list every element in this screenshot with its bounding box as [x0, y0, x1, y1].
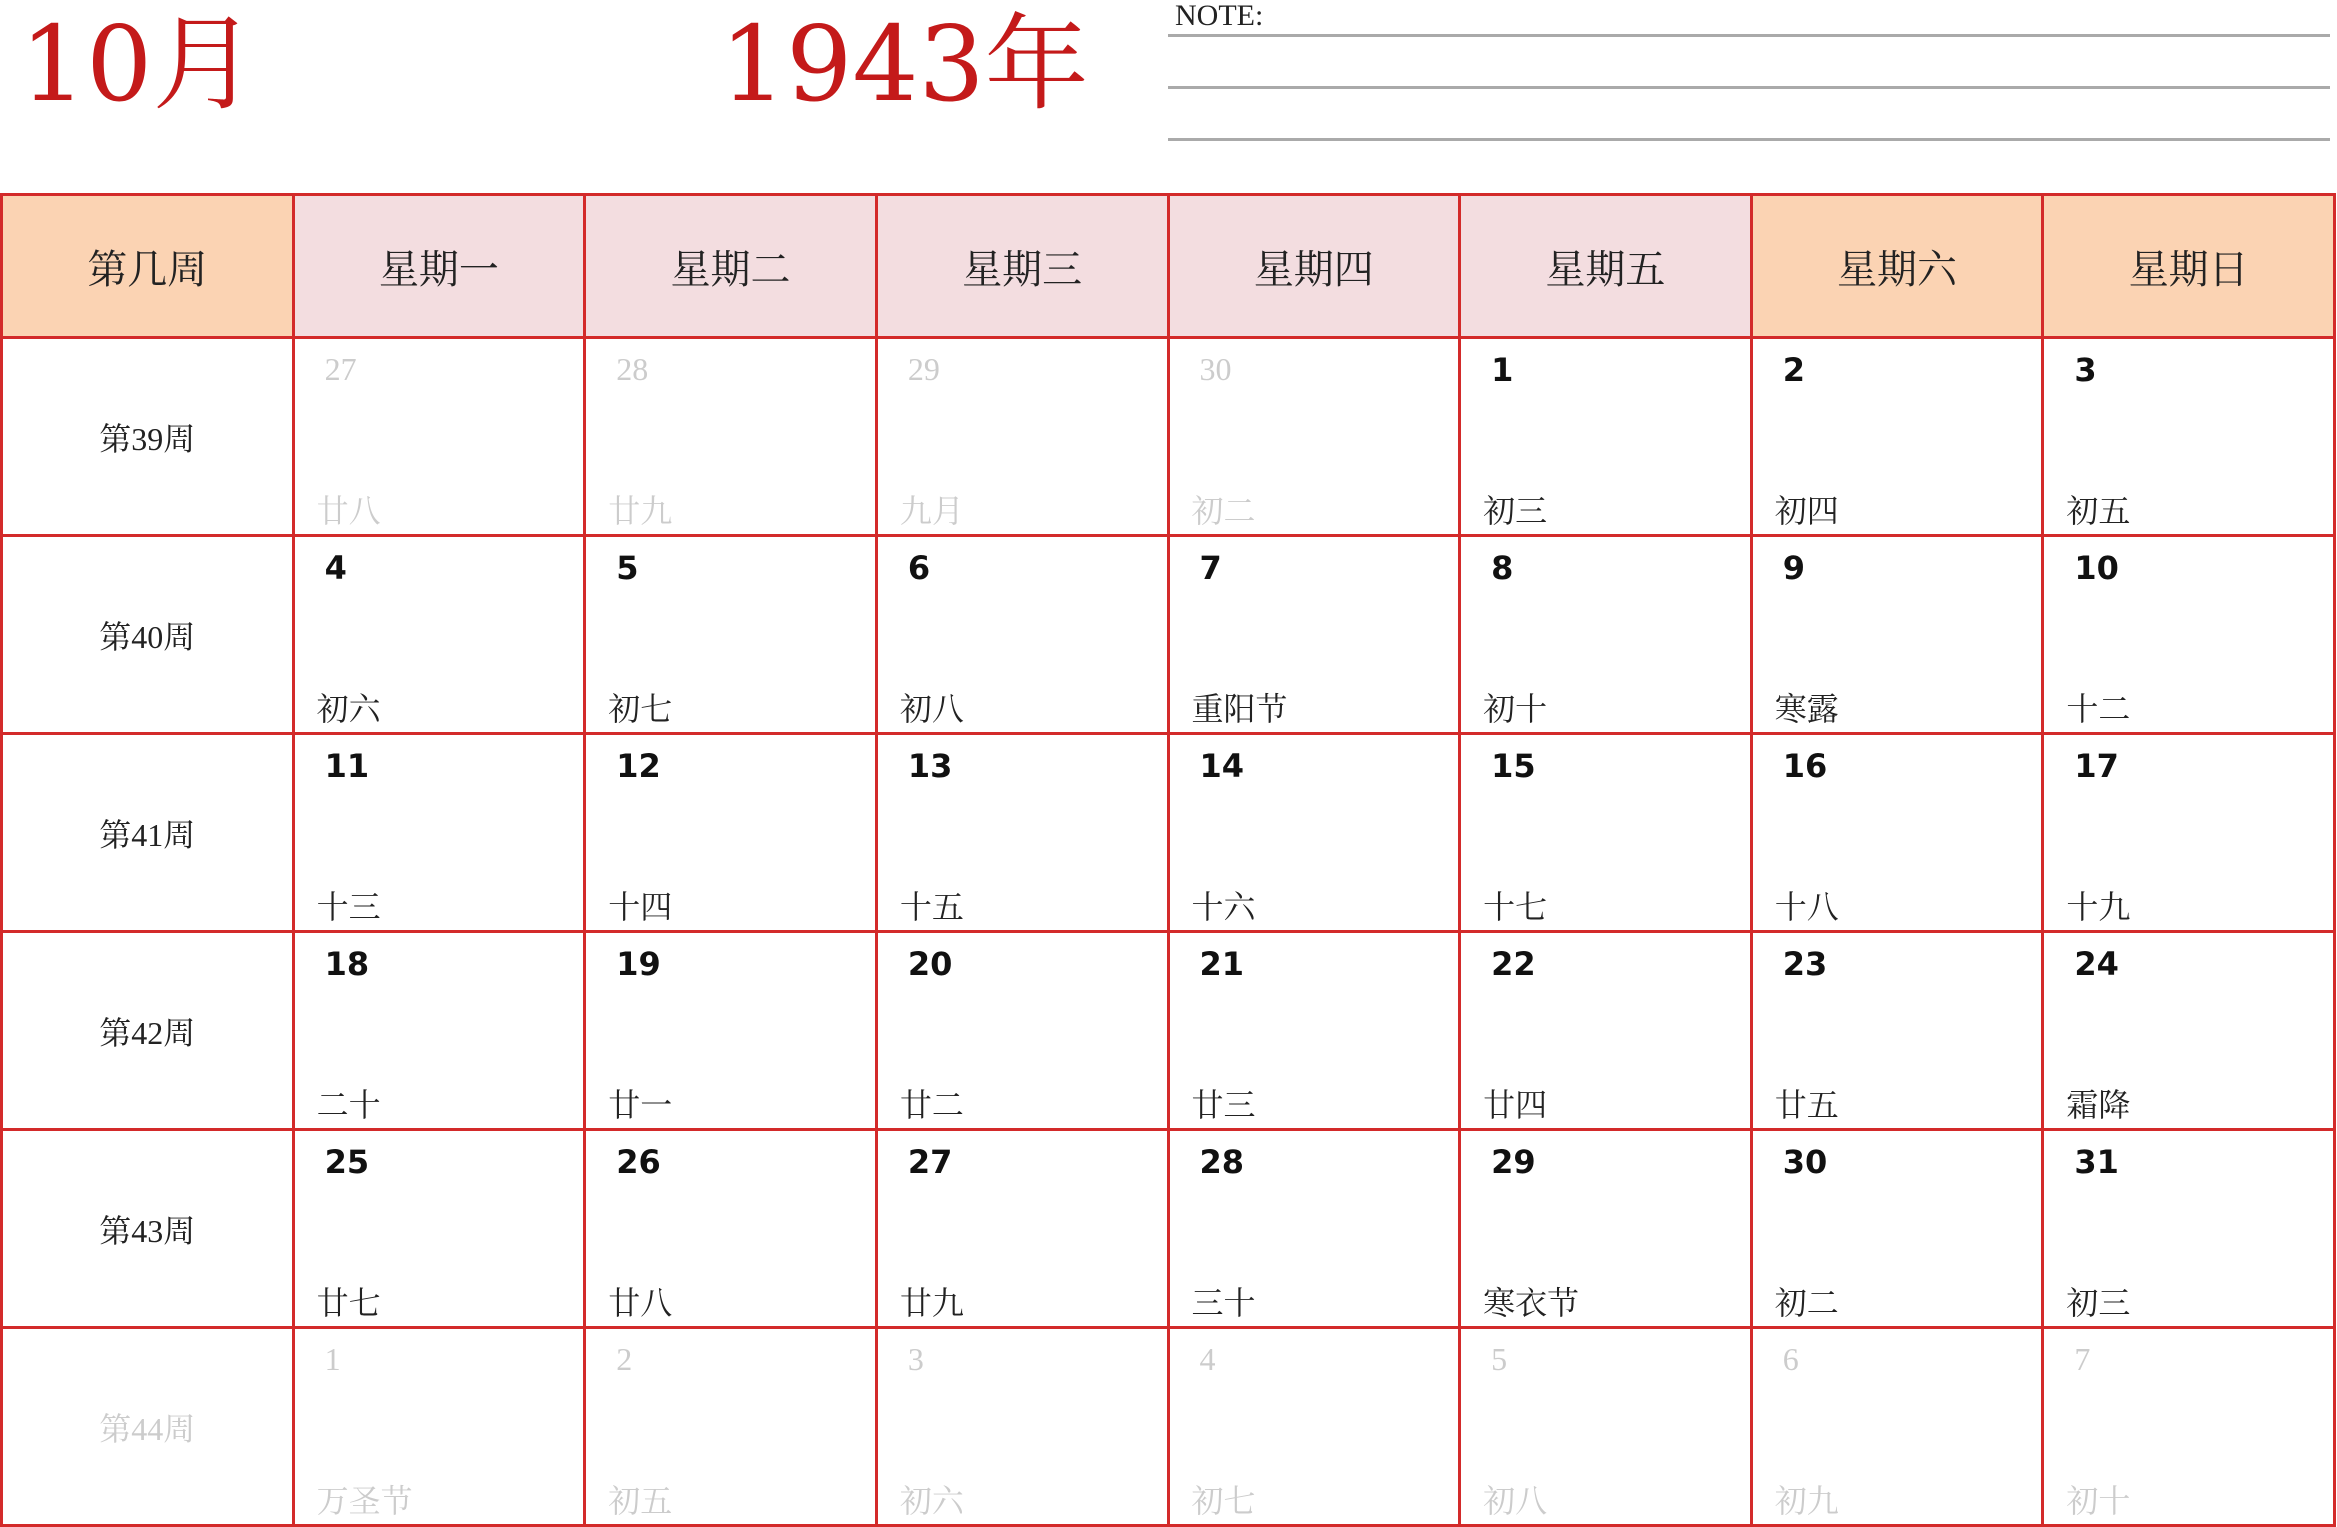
- day-cell[interactable]: [1460, 536, 1752, 734]
- lunar-date: 十九: [2066, 888, 2131, 926]
- lunar-date: 三十: [1191, 1284, 1256, 1322]
- day-number: 18: [324, 945, 370, 983]
- day-number: 24: [2074, 945, 2119, 983]
- day-cell[interactable]: [293, 1328, 585, 1526]
- day-number: 11: [324, 747, 370, 785]
- day-cell[interactable]: [1751, 338, 2043, 536]
- day-number: 1: [324, 1341, 341, 1377]
- week-number-cell: [2, 734, 294, 932]
- lunar-date: 九月: [899, 492, 964, 530]
- day-number: 16: [1782, 747, 1828, 785]
- day-number: 27: [324, 351, 357, 387]
- lunar-date: 十七: [1483, 888, 1548, 926]
- day-cell[interactable]: [1168, 1328, 1460, 1526]
- day-cell[interactable]: [2043, 536, 2335, 734]
- lunar-date: 重阳节: [1191, 690, 1288, 728]
- lunar-date: 廿九: [608, 492, 673, 530]
- lunar-date: 初十: [2066, 1482, 2131, 1520]
- day-number: 6: [907, 549, 931, 587]
- day-cell[interactable]: [585, 932, 877, 1130]
- day-number: 7: [2074, 1341, 2091, 1377]
- day-cell[interactable]: [1460, 338, 1752, 536]
- lunar-date: 十五: [899, 888, 964, 926]
- day-cell[interactable]: [1168, 734, 1460, 932]
- day-number: 7: [1199, 549, 1222, 587]
- week-number-cell: [2, 536, 294, 734]
- day-number: 26: [616, 1143, 661, 1181]
- calendar-header-row: [2, 195, 2335, 338]
- lunar-date: 十六: [1191, 888, 1256, 926]
- day-number: 1: [1491, 351, 1514, 389]
- day-cell[interactable]: [1751, 536, 2043, 734]
- day-cell[interactable]: [293, 734, 585, 932]
- lunar-date: 初八: [899, 690, 964, 728]
- day-cell[interactable]: [1460, 1130, 1752, 1328]
- day-cell[interactable]: [876, 1328, 1168, 1526]
- week-row: [2, 1328, 2335, 1526]
- week-number-label: 第42周: [99, 1014, 196, 1051]
- day-cell[interactable]: [2043, 1130, 2335, 1328]
- lunar-date: 万圣节: [316, 1482, 413, 1520]
- week-number-cell: [2, 1328, 294, 1526]
- note-line: [1168, 138, 2330, 141]
- lunar-date: 初五: [608, 1482, 673, 1520]
- header-monday: 星期一: [293, 195, 585, 338]
- lunar-date: 十三: [316, 888, 381, 926]
- lunar-date: 初十: [1483, 690, 1548, 728]
- day-number: 4: [324, 549, 347, 587]
- day-cell[interactable]: [1751, 1328, 2043, 1526]
- lunar-date: 初六: [316, 690, 381, 728]
- day-number: 23: [1782, 945, 1828, 983]
- week-number-label: 第44周: [99, 1410, 196, 1447]
- day-cell[interactable]: [1460, 932, 1752, 1130]
- day-cell[interactable]: [1168, 1130, 1460, 1328]
- day-cell[interactable]: [876, 932, 1168, 1130]
- day-number: 20: [907, 945, 953, 983]
- day-number: 21: [1199, 945, 1245, 983]
- lunar-date: 初二: [1774, 1284, 1839, 1322]
- lunar-date: 寒衣节: [1483, 1284, 1580, 1322]
- day-number: 29: [1491, 1143, 1536, 1181]
- day-number: 8: [1491, 549, 1514, 587]
- lunar-date: 廿八: [608, 1284, 673, 1322]
- day-cell[interactable]: [1168, 536, 1460, 734]
- day-number: 4: [1199, 1341, 1216, 1377]
- week-row: [2, 536, 2335, 734]
- lunar-date: 十二: [2066, 690, 2131, 728]
- day-number: 14: [1199, 747, 1245, 785]
- lunar-date: 十四: [608, 888, 673, 926]
- lunar-date: 廿七: [316, 1284, 381, 1322]
- day-cell[interactable]: [293, 1130, 585, 1328]
- day-number: 28: [616, 351, 649, 387]
- day-number: 3: [2074, 351, 2097, 389]
- year-title: 1943年: [720, 3, 1089, 125]
- lunar-date: 廿五: [1774, 1086, 1839, 1124]
- day-number: 2: [1782, 351, 1806, 389]
- week-number-cell: [2, 1130, 294, 1328]
- lunar-date: 初三: [2066, 1284, 2131, 1322]
- header-sunday: 星期日: [2043, 195, 2335, 338]
- day-number: 25: [324, 1143, 370, 1181]
- lunar-date: 廿一: [608, 1086, 673, 1124]
- day-number: 6: [1782, 1341, 1799, 1377]
- week-number-label: 第43周: [99, 1212, 196, 1249]
- day-cell[interactable]: [293, 536, 585, 734]
- week-row: [2, 338, 2335, 536]
- week-row: [2, 932, 2335, 1130]
- month-title: 10月: [20, 3, 257, 125]
- header-friday: 星期五: [1460, 195, 1752, 338]
- day-number: 3: [907, 1341, 924, 1377]
- header-wednesday: 星期三: [876, 195, 1168, 338]
- day-cell[interactable]: [1751, 932, 2043, 1130]
- lunar-date: 初七: [1191, 1482, 1256, 1520]
- day-number: 27: [907, 1143, 953, 1181]
- note-line: [1168, 86, 2330, 89]
- week-number-cell: [2, 932, 294, 1130]
- lunar-date: 十八: [1774, 888, 1839, 926]
- day-number: 10: [2074, 549, 2119, 587]
- day-number: 5: [1491, 1341, 1508, 1377]
- lunar-date: 廿八: [316, 492, 381, 530]
- day-cell[interactable]: [585, 734, 877, 932]
- day-cell[interactable]: [1168, 932, 1460, 1130]
- day-cell[interactable]: [2043, 734, 2335, 932]
- calendar-grid: [0, 193, 2336, 1527]
- lunar-date: 初七: [608, 690, 673, 728]
- lunar-date: 初五: [2066, 492, 2131, 530]
- week-row: [2, 734, 2335, 932]
- day-cell[interactable]: [1751, 734, 2043, 932]
- day-number: 22: [1491, 945, 1536, 983]
- note-line: [1168, 34, 2330, 37]
- day-cell[interactable]: [1751, 1130, 2043, 1328]
- week-number-cell: [2, 338, 294, 536]
- day-cell[interactable]: [585, 1328, 877, 1526]
- header-thursday: 星期四: [1168, 195, 1460, 338]
- day-number: 15: [1491, 747, 1536, 785]
- day-number: 29: [907, 351, 940, 387]
- day-number: 13: [907, 747, 953, 785]
- day-number: 9: [1782, 549, 1806, 587]
- note-label: NOTE:: [1175, 0, 1264, 32]
- lunar-date: 初四: [1774, 492, 1839, 530]
- day-cell[interactable]: [876, 536, 1168, 734]
- week-number-label: 第39周: [99, 420, 196, 457]
- day-cell[interactable]: [585, 536, 877, 734]
- header-week-number: 第几周: [2, 195, 294, 338]
- lunar-date: 二十: [316, 1086, 381, 1124]
- week-number-label: 第41周: [99, 816, 196, 853]
- day-number: 2: [616, 1341, 633, 1377]
- day-cell[interactable]: [1460, 734, 1752, 932]
- day-cell[interactable]: [876, 1130, 1168, 1328]
- day-cell[interactable]: [2043, 932, 2335, 1130]
- day-cell[interactable]: [1168, 338, 1460, 536]
- lunar-date: 廿二: [899, 1086, 964, 1124]
- week-number-label: 第40周: [99, 618, 196, 655]
- day-cell[interactable]: [585, 338, 877, 536]
- day-cell[interactable]: [2043, 338, 2335, 536]
- day-cell[interactable]: [293, 932, 585, 1130]
- week-row: [2, 1130, 2335, 1328]
- lunar-date: 初六: [899, 1482, 964, 1520]
- day-number: 19: [616, 945, 661, 983]
- header-tuesday: 星期二: [585, 195, 877, 338]
- lunar-date: 初二: [1191, 492, 1256, 530]
- day-cell[interactable]: [1460, 1328, 1752, 1526]
- day-number: 5: [616, 549, 639, 587]
- note-area: [1168, 0, 2330, 150]
- day-cell[interactable]: [876, 338, 1168, 536]
- day-cell[interactable]: [876, 734, 1168, 932]
- lunar-date: 寒露: [1774, 690, 1839, 728]
- day-number: 31: [2074, 1143, 2119, 1181]
- day-cell[interactable]: [585, 1130, 877, 1328]
- lunar-date: 初九: [1774, 1482, 1839, 1520]
- lunar-date: 廿四: [1483, 1086, 1548, 1124]
- day-cell[interactable]: [2043, 1328, 2335, 1526]
- day-number: 30: [1782, 1143, 1828, 1181]
- header-saturday: 星期六: [1751, 195, 2043, 338]
- day-number: 12: [616, 747, 661, 785]
- lunar-date: 初八: [1483, 1482, 1548, 1520]
- lunar-date: 廿九: [899, 1284, 964, 1322]
- lunar-date: 霜降: [2066, 1086, 2131, 1124]
- lunar-date: 初三: [1483, 492, 1548, 530]
- lunar-date: 廿三: [1191, 1086, 1256, 1124]
- day-number: 30: [1199, 351, 1232, 387]
- day-number: 17: [2074, 747, 2119, 785]
- day-number: 28: [1199, 1143, 1245, 1181]
- day-cell[interactable]: [293, 338, 585, 536]
